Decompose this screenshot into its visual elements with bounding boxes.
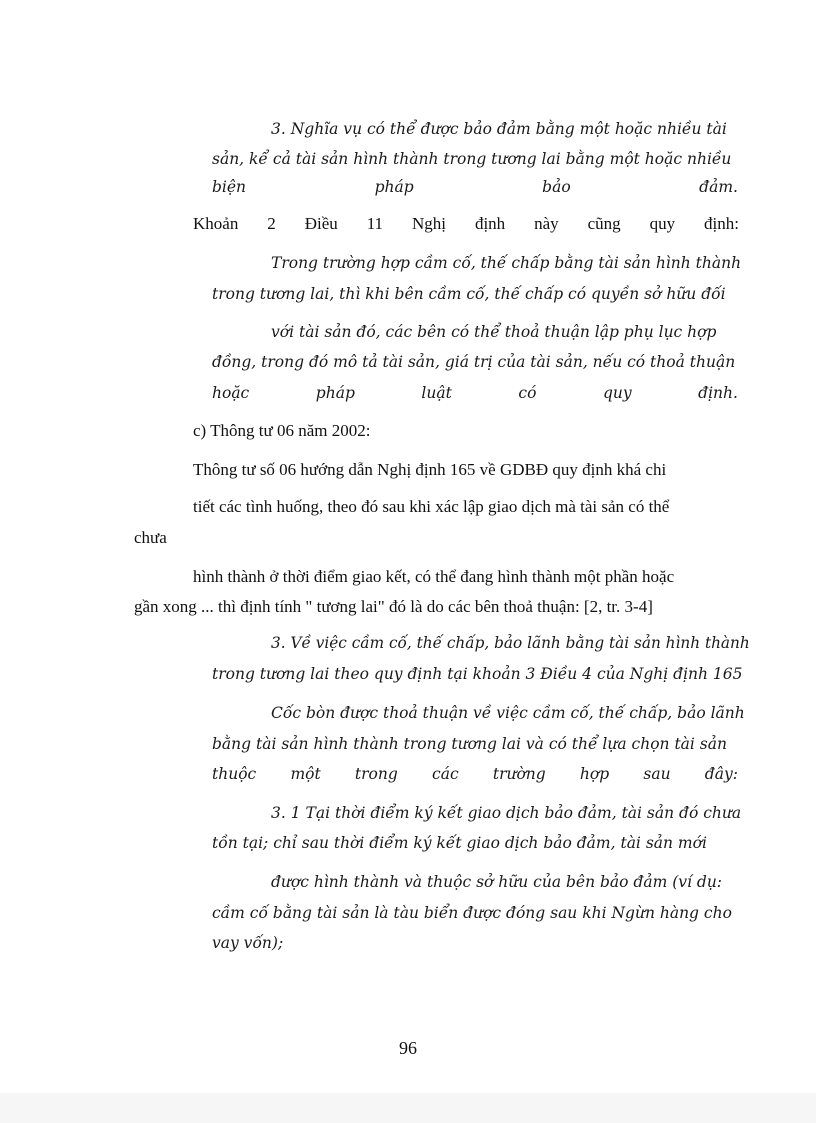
justified-line — [193, 214, 739, 234]
word: trong — [354, 765, 398, 783]
text-line: tồn tại; chỉ sau thời điểm ký kết giao dịch bảo đảm, tài sản mới — [212, 834, 707, 852]
word: pháp — [315, 384, 355, 402]
section-heading: c) Thông tư 06 năm 2002: — [193, 421, 371, 440]
text-line: 3. 1 Tại thời điểm ký kết giao dịch bảo đảm, tài sản đó chưa — [271, 804, 742, 822]
word: định — [474, 214, 506, 233]
text-line: trong tương lai theo quy định tại khoản 3 Điều 4 của Nghị định 165 — [212, 665, 743, 683]
text-line: hình thành ở thời điểm giao kết, có thể đang hình thành một phần hoặc — [193, 567, 675, 586]
word: quy — [602, 384, 632, 402]
text-line: sản, kể cả tài sản hình thành trong tương lai bằng một hoặc nhiều — [212, 150, 732, 168]
word: thuộc — [212, 765, 257, 783]
word: bảo — [542, 178, 571, 196]
word: định: — [704, 214, 739, 233]
text-line: vay vốn); — [212, 934, 284, 952]
word: định. — [698, 384, 738, 402]
word: sau — [643, 765, 671, 783]
word: quy — [649, 214, 676, 233]
word: 2 — [267, 214, 276, 233]
text-line: được hình thành và thuộc sở hữu của bên bảo đảm (ví dụ: — [271, 873, 723, 891]
text-line: cầm cố bằng tài sản là tàu biển được đóng sau khi Ngừn hàng cho — [212, 904, 732, 922]
word: đây: — [704, 765, 738, 783]
word: 11 — [366, 214, 384, 233]
word: Khoản — [193, 214, 239, 233]
word: pháp — [374, 178, 414, 196]
word: cũng — [587, 214, 621, 233]
word: một — [290, 765, 321, 783]
word: đảm. — [699, 178, 738, 196]
text-line: 3. Về việc cầm cố, thế chấp, bảo lãnh bằng tài sản hình thành — [271, 634, 750, 652]
justified-line — [212, 383, 738, 403]
word: này — [534, 214, 559, 233]
text-line: chưa — [134, 528, 167, 547]
page-number: 96 — [399, 1038, 417, 1058]
word: có — [518, 384, 537, 402]
text-line: trong tương lai, thì khi bên cầm cố, thế chấp có quyền sở hữu đối — [212, 285, 726, 303]
page-bottom-strip — [0, 1093, 816, 1123]
word: hoặc — [212, 384, 250, 402]
word: hợp — [579, 765, 610, 783]
word: trường — [492, 765, 546, 783]
word: luật — [421, 384, 452, 402]
text-line: Thông tư số 06 hướng dẫn Nghị định 165 về GDBĐ quy định khá chi — [193, 460, 667, 479]
text-line: 3. Nghĩa vụ có thể được bảo đảm bằng một hoặc nhiều tài — [271, 120, 727, 138]
text-line: đồng, trong đó mô tả tài sản, giá trị của tài sản, nếu có thoả thuận — [212, 353, 736, 371]
text-line: với tài sản đó, các bên có thể thoả thuận lập phụ lục hợp — [271, 323, 717, 341]
text-line: tiết các tình huống, theo đó sau khi xác lập giao dịch mà tài sản có thể — [193, 497, 670, 516]
word: Điều — [304, 214, 338, 233]
word: biện — [212, 178, 247, 196]
text-line: bằng tài sản hình thành trong tương lai và có thể lựa chọn tài sản — [212, 735, 727, 753]
text-line: gần xong ... thì định tính " tương lai" đó là do các bên thoả thuận: [2, tr. 3-4] — [134, 597, 653, 616]
word: các — [432, 765, 459, 783]
justified-line — [212, 177, 738, 197]
word: Nghị — [412, 214, 446, 233]
text-line: Cốc bòn được thoả thuận về việc cầm cố, thế chấp, bảo lãnh — [271, 704, 745, 722]
justified-line — [212, 764, 738, 784]
text-line: Trong trường hợp cầm cố, thế chấp bằng tài sản hình thành — [271, 254, 742, 272]
